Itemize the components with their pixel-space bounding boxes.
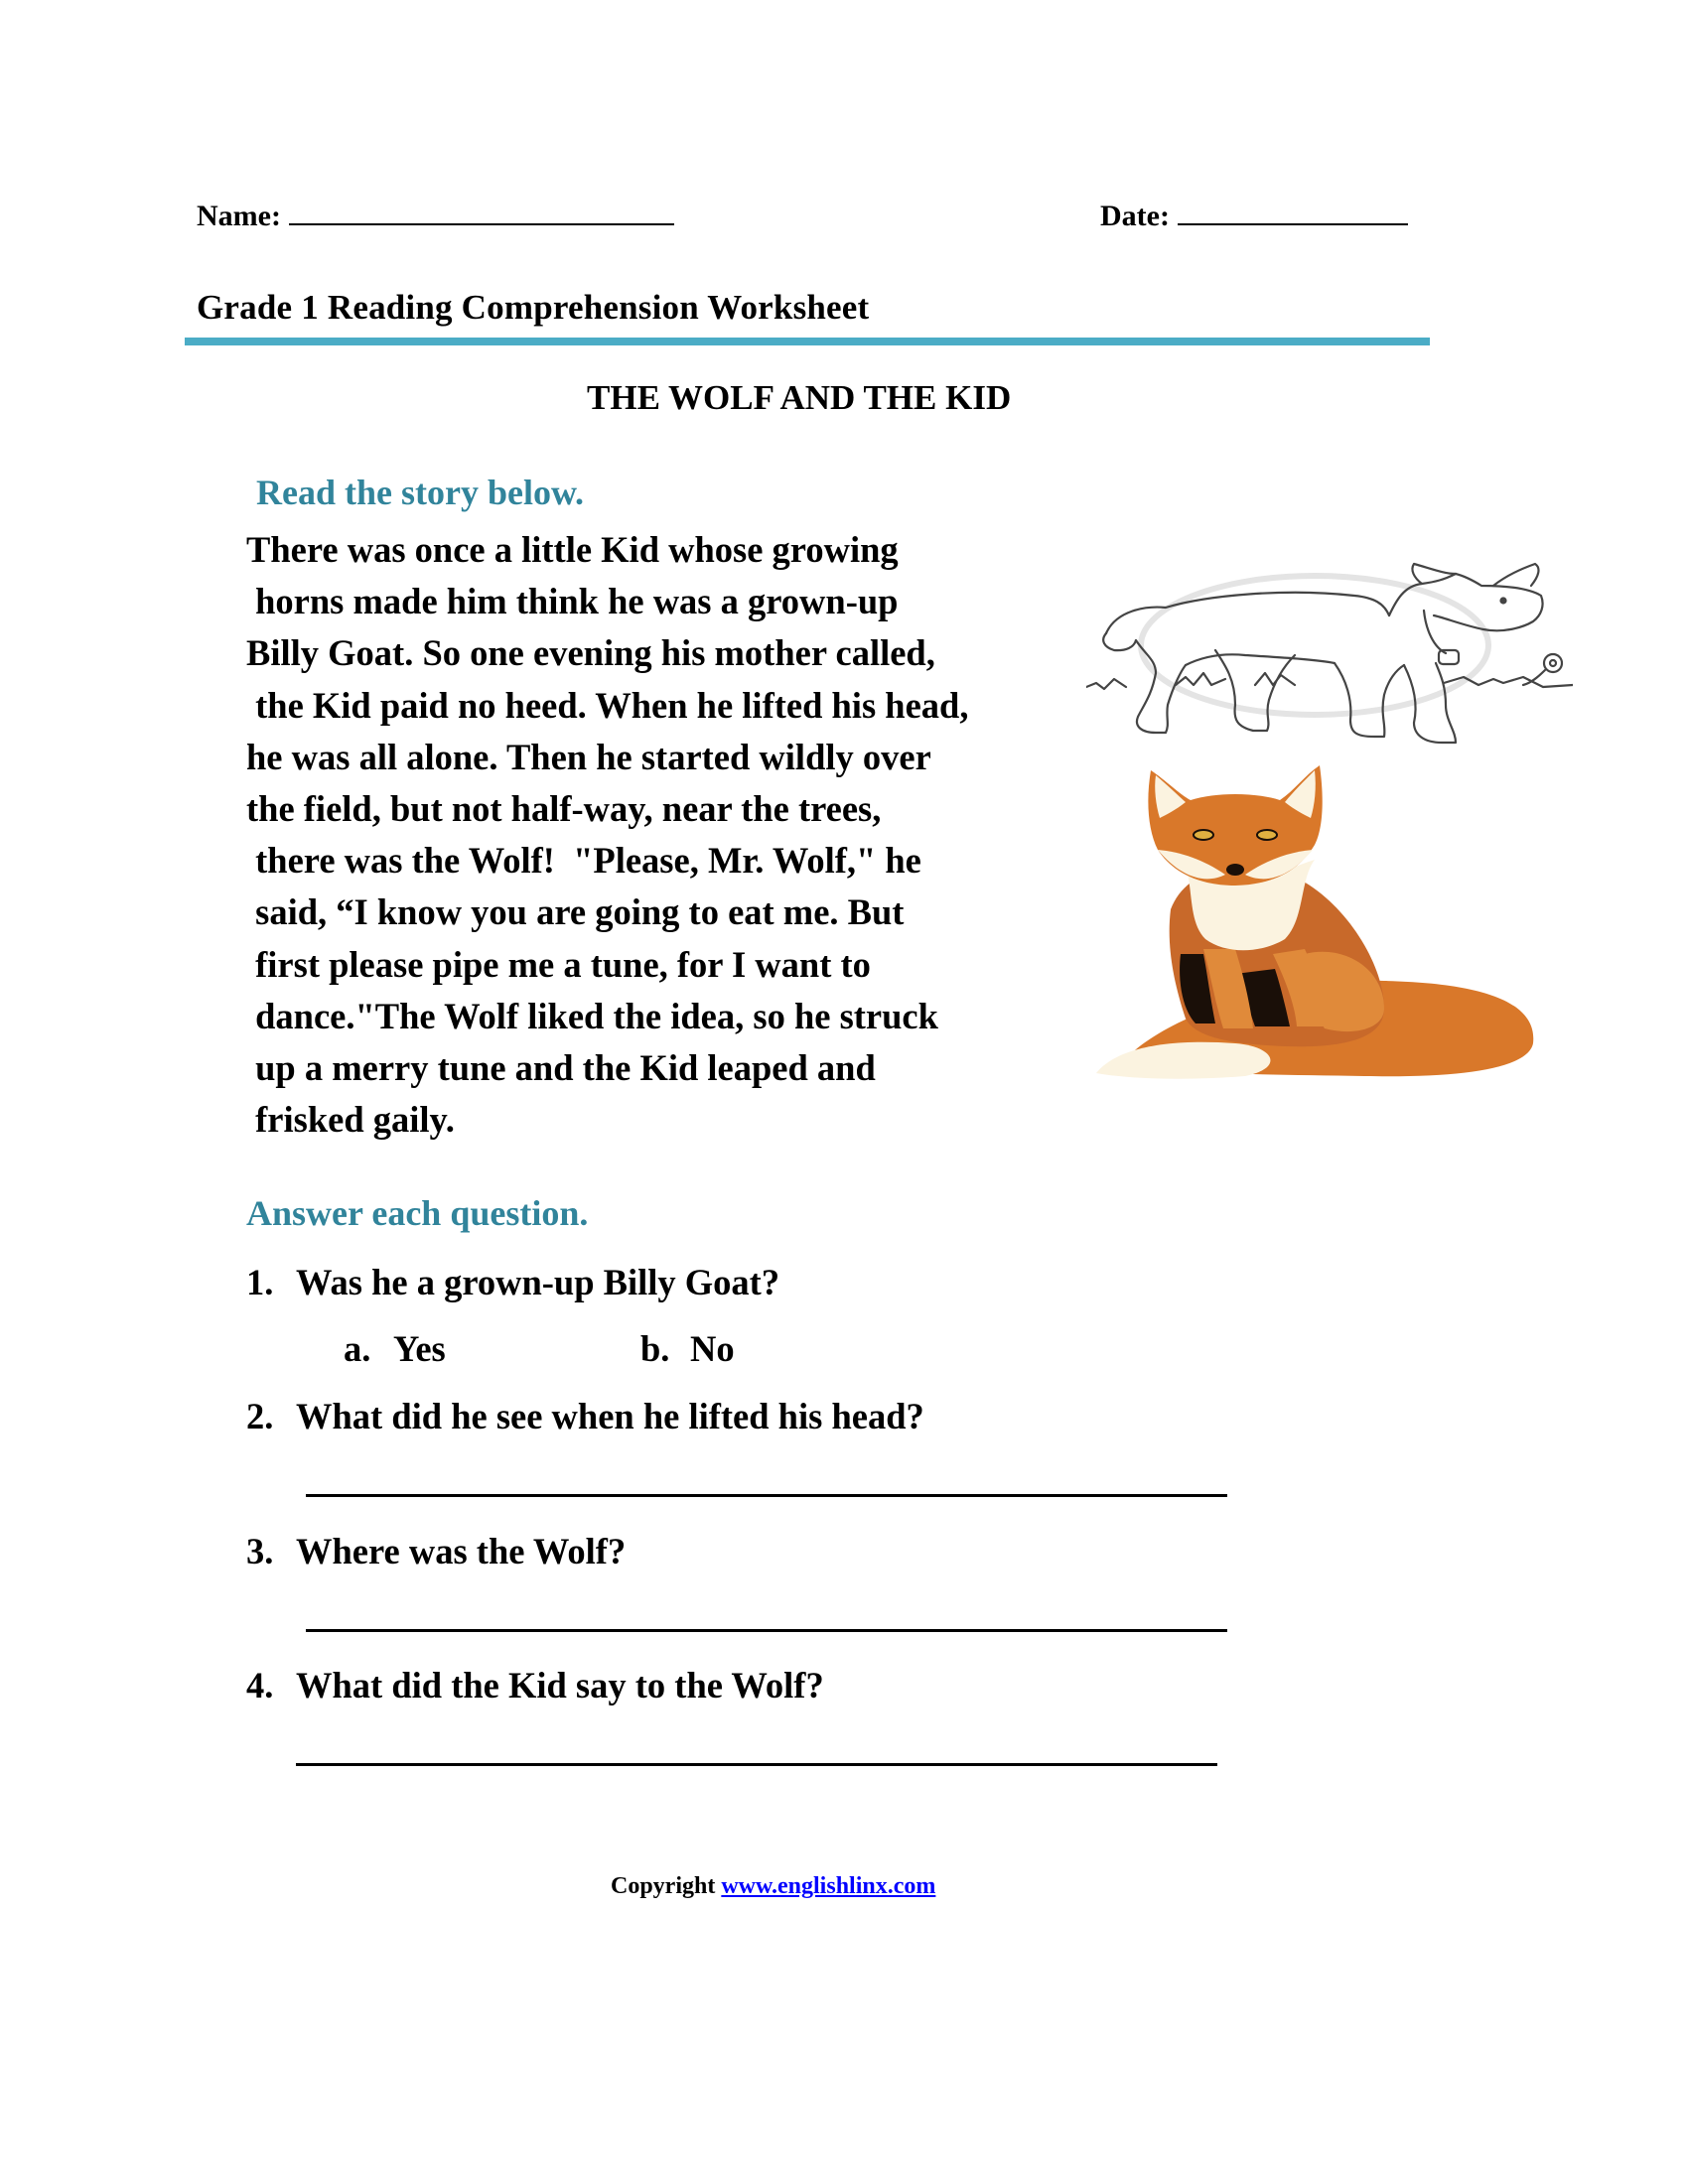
story-line: up a merry tune and the Kid leaped and [246, 1046, 876, 1088]
question-4 [246, 1664, 824, 1707]
story-line: said, “I know you are going to eat me. But [246, 891, 905, 933]
story-line: he was all alone. Then he started wildly over [246, 736, 931, 777]
date-label: Date: [1100, 200, 1170, 232]
question-2 [246, 1395, 924, 1438]
story-line: the Kid paid no heed. When he lifted his head, [246, 684, 969, 726]
story-line: There was once a little Kid whose growing [246, 529, 899, 570]
question-text: Was he a grown-up Billy Goat? [296, 1262, 780, 1302]
question-number: 2. [246, 1396, 274, 1436]
goat-illustration [1086, 556, 1573, 754]
story-line: the field, but not half-way, near the trees, [246, 787, 882, 829]
story-line: dance."The Wolf liked the idea, so he struck [246, 995, 938, 1036]
story-title: THE WOLF AND THE KID [587, 378, 1012, 417]
option-a[interactable] [344, 1327, 446, 1371]
fox-illustration [1086, 760, 1538, 1080]
worksheet-title: Grade 1 Reading Comprehension Worksheet [197, 288, 870, 327]
name-label: Name: [197, 200, 281, 232]
question-text: Where was the Wolf? [296, 1531, 627, 1571]
story-text [246, 524, 1080, 1146]
story-instruction: Read the story below. [256, 473, 584, 512]
name-field [197, 199, 674, 234]
question-3 [246, 1530, 626, 1573]
date-blank-line[interactable] [1178, 202, 1408, 225]
question-1 [246, 1261, 779, 1304]
question-number: 3. [246, 1531, 274, 1571]
copyright-label: Copyright [611, 1873, 716, 1899]
option-letter: b. [640, 1328, 670, 1369]
option-b[interactable] [640, 1327, 735, 1371]
story-line: horns made him think he was a grown-up [246, 581, 899, 622]
story-line: first please pipe me a tune, for I want to [246, 943, 871, 985]
answer-line-3[interactable] [306, 1629, 1227, 1632]
questions-instruction: Answer each question. [246, 1193, 589, 1233]
copyright-footer [611, 1871, 935, 1901]
story-line: there was the Wolf! "Please, Mr. Wolf," he [246, 840, 921, 882]
date-field [1100, 199, 1408, 234]
option-letter: a. [344, 1328, 371, 1369]
name-blank-line[interactable] [289, 202, 674, 225]
story-line: frisked gaily. [246, 1099, 455, 1141]
question-number: 4. [246, 1665, 274, 1706]
question-text: What did he see when he lifted his head? [296, 1396, 924, 1436]
englishlinx-link[interactable]: www.englishlinx.com [721, 1873, 936, 1899]
question-text: What did the Kid say to the Wolf? [296, 1665, 824, 1706]
option-label: No [690, 1328, 735, 1369]
option-label: Yes [393, 1328, 446, 1369]
header-rule [185, 338, 1430, 345]
fox-icon [1086, 760, 1538, 1080]
question-number: 1. [246, 1262, 274, 1302]
answer-line-4[interactable] [296, 1763, 1217, 1766]
goat-icon [1086, 556, 1573, 754]
story-line: Billy Goat. So one evening his mother called, [246, 632, 935, 674]
answer-line-2[interactable] [306, 1494, 1227, 1497]
